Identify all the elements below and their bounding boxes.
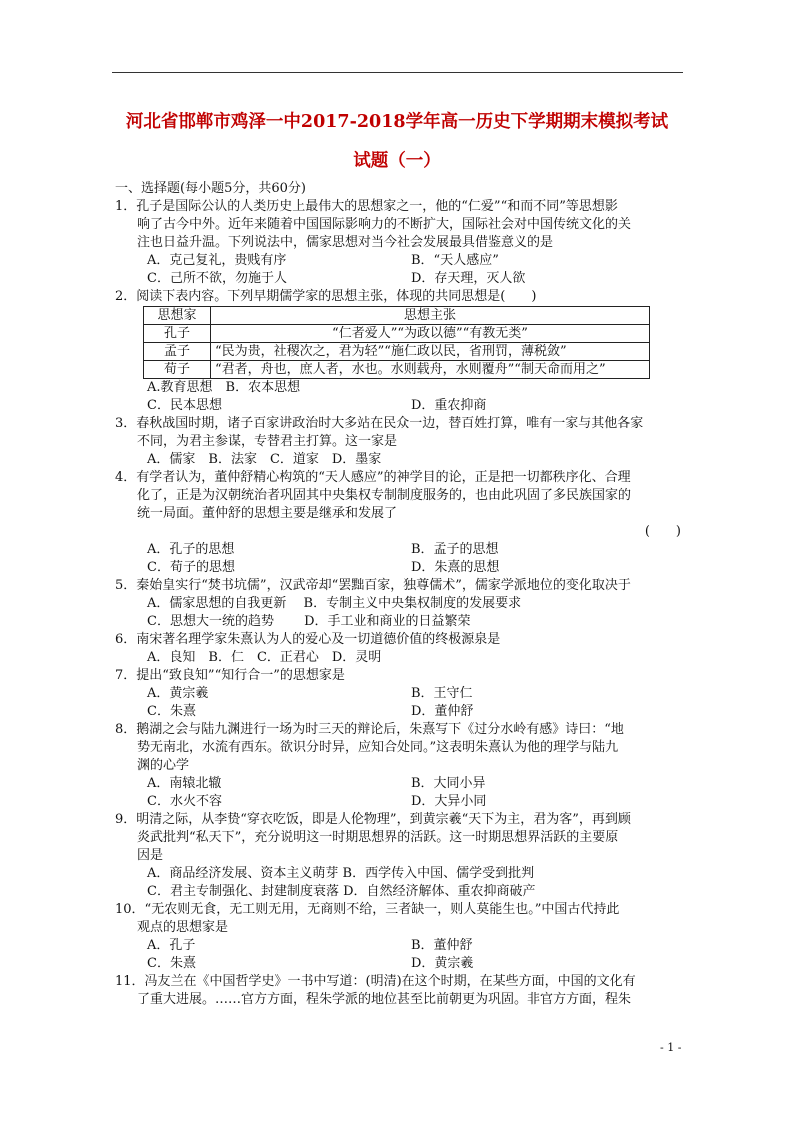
option-row: [115, 541, 685, 559]
question-stem: 观点的思想家是: [137, 920, 229, 935]
option-row: [115, 703, 685, 721]
table-cell: 孟子: [144, 343, 211, 361]
question-stem: 5．秦始皇实行“焚书坑儒”，汉武帝却“罢黜百家，独尊儒术”，儒家学派地位的变化取决于: [115, 578, 631, 593]
question-8: [115, 721, 685, 811]
question-stem: 9．明清之际，从李贽“穿衣吃饭，即是人伦物理”，到黄宗羲“天下为主，君为客”，再到顾: [115, 812, 631, 827]
option-b: B．“天人感应”: [411, 253, 499, 268]
question-4: [115, 469, 685, 577]
option-row: [115, 685, 685, 703]
thinkers-table: [143, 306, 650, 379]
table-header-row: [144, 307, 650, 325]
option-row: A．良知 B．仁 C．正君心 D．灵明: [147, 650, 382, 665]
table-cell: 孔子: [144, 325, 211, 343]
question-stem: 3．春秋战国时期，诸子百家讲政治时大多站在民众一边，替百姓打算，唯有一家与其他各家: [115, 416, 644, 431]
question-stem: 响了古今中外。近年来随着中国国际影响力的不断扩大，国际社会对中国传统文化的关: [137, 217, 632, 232]
question-6: [115, 631, 685, 667]
question-10: [115, 901, 685, 973]
section-heading: 一、选择题(每小题5分，共60分): [115, 181, 306, 196]
table-header: 思想家: [144, 307, 211, 325]
question-stem: 注也日益升温。下列说法中，儒家思想对当今社会发展最具借鉴意义的是: [137, 235, 554, 250]
question-stem: 不同，为君主参谋，专替君主打算。这一家是: [137, 434, 398, 449]
question-11: [115, 973, 685, 1009]
option-d: D．重农抑商: [411, 398, 487, 413]
table-cell: “仁者爱人”“为政以德”“有教无类”: [211, 325, 650, 343]
option-d: D．黄宗羲: [411, 956, 474, 971]
question-9: [115, 811, 685, 901]
option-row: [115, 252, 685, 270]
table-header: 思想主张: [211, 307, 650, 325]
option-b: B．董仲舒: [411, 938, 473, 953]
option-a: A．南辕北辙: [147, 776, 222, 791]
document-title-line2: 试题（一）: [353, 151, 441, 171]
question-2: [115, 288, 685, 415]
question-stem: 1．孔子是国际公认的人类历史上最伟大的思想家之一，他的“仁爱”“和而不同”等思想影: [115, 199, 618, 214]
option-row: [115, 379, 685, 397]
option-row: C．思想大一统的趋势 D．手工业和商业的日益繁荣: [147, 614, 471, 629]
option-row: A．商品经济发展、资本主义萌芽 B．西学传入中国、儒学受到批判: [147, 866, 535, 881]
question-1: [115, 198, 685, 288]
question-stem: 势无南北，水流有西东。欲识分时异，应知合处同。”这表明朱熹认为他的理学与陆九: [137, 740, 619, 755]
question-stem: 炎武批判“私天下”，充分说明这一时期思想界的活跃。这一时期思想界活跃的主要原: [137, 830, 619, 845]
question-stem: 统一局面。董仲舒的思想主要是继承和发展了: [137, 506, 398, 521]
option-c: C．水火不容: [147, 794, 222, 809]
option-b: B．王守仁: [411, 686, 473, 701]
table-cell: “君者，舟也，庶人者，水也。水则载舟，水则覆舟”“制天命而用之”: [211, 361, 650, 379]
option-row: [115, 775, 685, 793]
question-3: [115, 415, 685, 469]
option-c: C．民本思想: [147, 398, 222, 413]
option-c: C．朱熹: [147, 956, 196, 971]
question-stem: 4．有学者认为，董仲舒精心构筑的“天人感应”的神学目的论，正是把一切都秩序化、合理: [115, 470, 631, 485]
option-d: D．大异小同: [411, 794, 487, 809]
table-row: [144, 325, 650, 343]
question-stem: 2．阅读下表内容。下列早期儒学家的思想主张，体现的共同思想是( ): [115, 289, 537, 304]
header-rule: [112, 72, 683, 73]
option-row: [115, 793, 685, 811]
table-cell: 荀子: [144, 361, 211, 379]
question-stem: 了重大进展。……官方方面，程朱学派的地位甚至比前朝更为巩固。非官方方面，程朱: [137, 992, 632, 1007]
question-stem: 渊的心学: [137, 758, 190, 773]
question-5: [115, 577, 685, 631]
option-a: A．克己复礼，贵贱有序: [147, 253, 287, 268]
option-a: A．黄宗羲: [147, 686, 209, 701]
answer-parenthesis: ( ): [644, 524, 681, 539]
option-row: C．君主专制强化、封建制度衰落 D．自然经济解体、重农抑商破产: [147, 884, 536, 899]
question-content: [115, 180, 685, 1009]
question-stem: 因是: [137, 848, 164, 863]
option-row: A．儒家思想的自我更新 B．专制主义中央集权制度的发展要求: [147, 596, 522, 611]
question-stem: 6．南宋著名理学家朱熹认为人的爱心及一切道德价值的终极源泉是: [115, 632, 501, 647]
option-row: [115, 955, 685, 973]
option-a: A．孔子的思想: [147, 542, 235, 557]
option-c: C．己所不欲，勿施于人: [147, 271, 287, 286]
option-row: A．儒家 B．法家 C．道家 D．墨家: [147, 452, 382, 467]
question-7: [115, 667, 685, 721]
option-a-b: A.教育思想 B．农本思想: [147, 380, 301, 395]
option-d: D．董仲舒: [411, 704, 474, 719]
option-a: A．孔子: [147, 938, 196, 953]
option-b: B．孟子的思想: [411, 542, 499, 557]
option-row: [115, 937, 685, 955]
question-stem: 化了，正是为汉朝统治者巩固其中央集权专制制度服务的，也由此巩固了多民族国家的: [137, 488, 632, 503]
table-cell: “民为贵，社稷次之，君为轻”“施仁政以民，省刑罚，薄税敛”: [211, 343, 650, 361]
option-c: C．荀子的思想: [147, 560, 235, 575]
option-b: B．大同小异: [411, 776, 486, 791]
table-row: [144, 361, 650, 379]
question-stem: 7．提出“致良知”“知行合一”的思想家是: [115, 668, 345, 683]
question-stem: 8．鹅湖之会与陆九渊进行一场为时三天的辩论后，朱熹写下《过分水岭有感》诗曰：“地: [115, 722, 624, 737]
table-row: [144, 343, 650, 361]
question-stem: 10．“无农则无食，无工则无用，无商则不给，三者缺一，则人莫能生也。”中国古代持此: [115, 902, 620, 917]
option-d: D．存天理，灭人欲: [411, 271, 526, 286]
option-c: C．朱熹: [147, 704, 196, 719]
option-row: [115, 270, 685, 288]
page-number: - 1 -: [660, 1041, 682, 1054]
option-row: [115, 397, 685, 415]
option-d: D．朱熹的思想: [411, 560, 500, 575]
option-row: [115, 559, 685, 577]
question-stem: 11．冯友兰在《中国哲学史》一书中写道：(明清)在这个时期，在某些方面，中国的文化有: [115, 974, 636, 989]
document-title-line1: 河北省邯郸市鸡泽一中2017-2018学年高一历史下学期期末模拟考试: [125, 112, 669, 132]
